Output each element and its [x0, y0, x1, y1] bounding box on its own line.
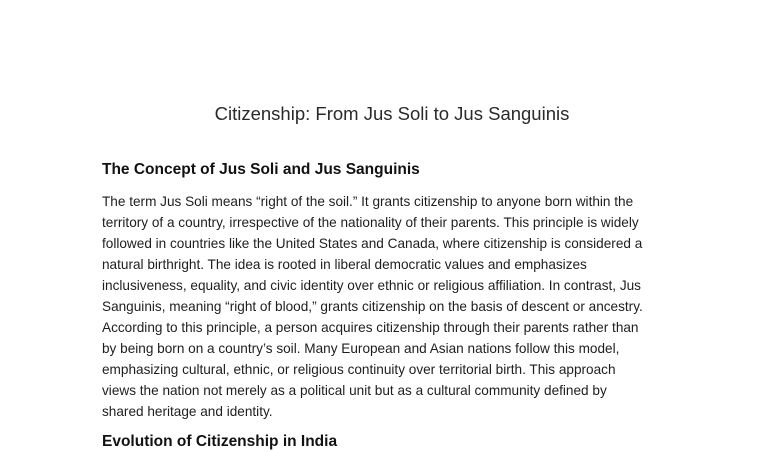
paragraph-line: territory of a country, irrespective of the nationality of their parents. This principle is widely [102, 215, 639, 230]
paragraph-line: shared heritage and identity. [102, 404, 273, 419]
document-title: Citizenship: From Jus Soli to Jus Sanguinis [214, 103, 570, 124]
paragraph-line: According to this principle, a person acquires citizenship through their parents rather than [102, 320, 639, 335]
paragraph-line: natural birthright. The idea is rooted in liberal democratic values and emphasizes [102, 257, 587, 272]
paragraph-line: inclusiveness, equality, and civic identity over ethnic or religious affiliation. In contrast, Jus [102, 278, 641, 293]
paragraph-line: followed in countries like the United States and Canada, where citizenship is considered a [102, 236, 643, 251]
paragraph-line: by being born on a country’s soil. Many European and Asian nations follow this model, [102, 341, 620, 356]
paragraph-line: Sanguinis, meaning “right of blood,” grants citizenship on the basis of descent or ancestry. [102, 299, 643, 314]
section-heading-evolution: Evolution of Citizenship in India [102, 433, 338, 450]
section-paragraph [102, 191, 684, 422]
paragraph-line: emphasizing cultural, ethnic, or religious continuity over territorial birth. This approach [102, 362, 616, 377]
section-heading-concept: The Concept of Jus Soli and Jus Sanguinis [102, 161, 420, 178]
paragraph-line: The term Jus Soli means “right of the soil.” It grants citizenship to anyone born within the [102, 194, 634, 209]
paragraph-line: views the nation not merely as a political unit but as a cultural community defined by [102, 383, 607, 398]
